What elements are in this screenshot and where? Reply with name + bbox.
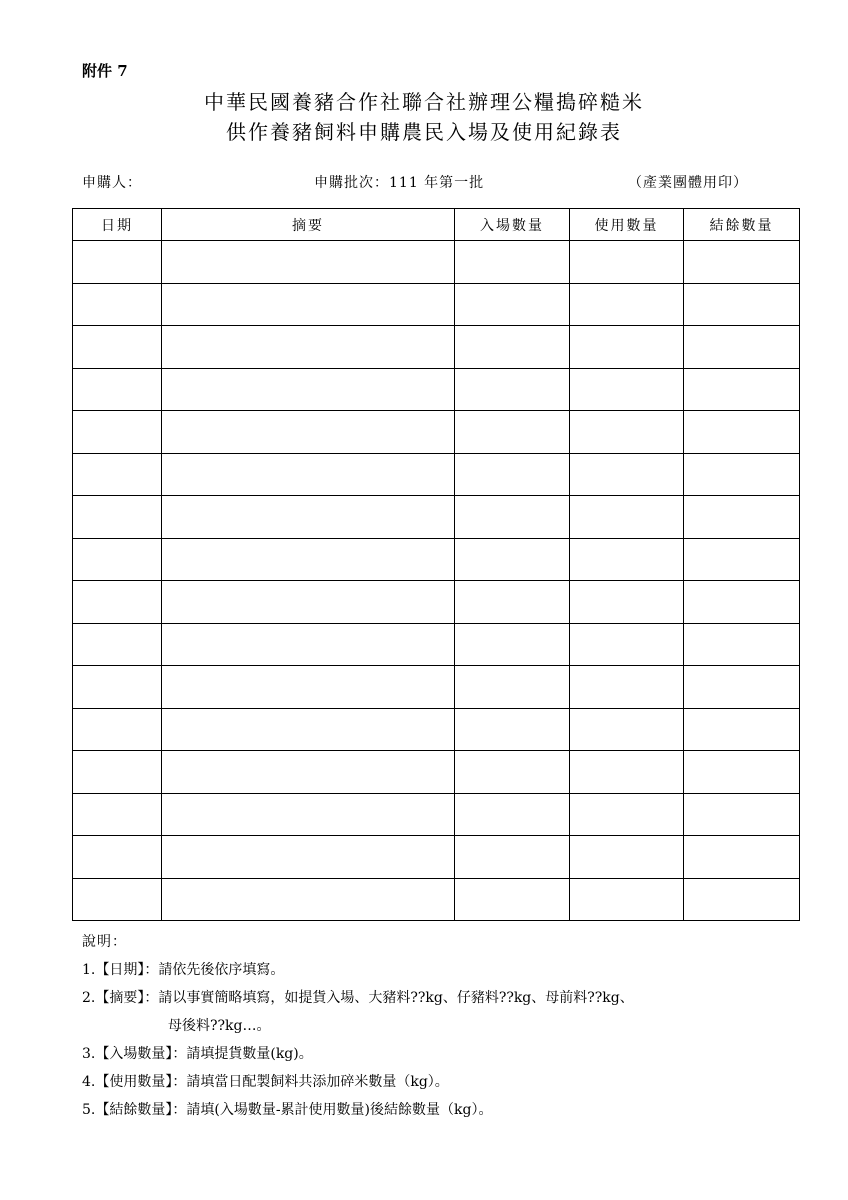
- summary-cell[interactable]: [162, 538, 455, 581]
- note-item-5: 5.【結餘數量】：請填(入場數量-累計使用數量)後結餘數量（kg）。: [82, 1102, 493, 1118]
- date-cell[interactable]: [73, 666, 162, 709]
- used-quantity-cell[interactable]: [570, 878, 684, 921]
- date-cell[interactable]: [73, 368, 162, 411]
- used-quantity-cell[interactable]: [570, 793, 684, 836]
- balance-quantity-cell[interactable]: [684, 326, 800, 369]
- in-quantity-cell[interactable]: [455, 836, 570, 879]
- table-row: [73, 581, 800, 624]
- table-row: [73, 666, 800, 709]
- date-cell[interactable]: [73, 453, 162, 496]
- in-quantity-cell[interactable]: [455, 793, 570, 836]
- notes-section: [82, 928, 634, 1124]
- note-item-2: 2.【摘要】：請以事實簡略填寫，如提貨入場、大豬料??kg、仔豬料??kg、母前料??kg、: [82, 990, 634, 1006]
- in-quantity-cell[interactable]: [455, 878, 570, 921]
- used-quantity-cell[interactable]: [570, 283, 684, 326]
- summary-cell[interactable]: [162, 283, 455, 326]
- date-cell[interactable]: [73, 581, 162, 624]
- date-cell[interactable]: [73, 538, 162, 581]
- table-row: [73, 326, 800, 369]
- summary-cell[interactable]: [162, 708, 455, 751]
- date-cell[interactable]: [73, 623, 162, 666]
- attachment-label: 附件 7: [82, 62, 128, 80]
- summary-cell[interactable]: [162, 241, 455, 284]
- used-quantity-cell[interactable]: [570, 411, 684, 454]
- batch-text: 申購批次：111 年第一批: [314, 175, 485, 191]
- table-body: [73, 241, 800, 921]
- date-cell[interactable]: [73, 326, 162, 369]
- date-cell[interactable]: [73, 751, 162, 794]
- date-cell[interactable]: [73, 241, 162, 284]
- summary-cell[interactable]: [162, 581, 455, 624]
- table-row: [73, 793, 800, 836]
- table-row: [73, 496, 800, 539]
- in-quantity-cell[interactable]: [455, 751, 570, 794]
- record-table: [72, 208, 800, 921]
- summary-cell[interactable]: [162, 496, 455, 539]
- table-row: [73, 368, 800, 411]
- table-row: [73, 878, 800, 921]
- in-quantity-cell[interactable]: [455, 241, 570, 284]
- seal-text: （產業團體用印）: [628, 175, 748, 191]
- header-used-quantity: 使用數量: [570, 209, 684, 241]
- in-quantity-cell[interactable]: [455, 368, 570, 411]
- used-quantity-cell[interactable]: [570, 241, 684, 284]
- header-date: 日期: [73, 209, 162, 241]
- balance-quantity-cell[interactable]: [684, 453, 800, 496]
- used-quantity-cell[interactable]: [570, 666, 684, 709]
- used-quantity-cell[interactable]: [570, 751, 684, 794]
- table-row: [73, 836, 800, 879]
- balance-quantity-cell[interactable]: [684, 283, 800, 326]
- summary-cell[interactable]: [162, 326, 455, 369]
- balance-quantity-cell[interactable]: [684, 241, 800, 284]
- balance-quantity-cell[interactable]: [684, 496, 800, 539]
- used-quantity-cell[interactable]: [570, 538, 684, 581]
- table-row: [73, 623, 800, 666]
- title-line-2: 供作養豬飼料申購農民入場及使用紀錄表: [226, 120, 622, 144]
- balance-quantity-cell[interactable]: [684, 708, 800, 751]
- summary-cell[interactable]: [162, 368, 455, 411]
- header-in-quantity: 入場數量: [455, 209, 570, 241]
- in-quantity-cell[interactable]: [455, 581, 570, 624]
- balance-quantity-cell[interactable]: [684, 836, 800, 879]
- table-row: [73, 241, 800, 284]
- summary-cell[interactable]: [162, 878, 455, 921]
- summary-cell[interactable]: [162, 666, 455, 709]
- used-quantity-cell[interactable]: [570, 453, 684, 496]
- table-header-row: [73, 209, 800, 241]
- header-balance-quantity: 結餘數量: [684, 209, 800, 241]
- used-quantity-cell[interactable]: [570, 496, 684, 539]
- note-item-2-continued: 母後料??kg…。: [168, 1018, 271, 1034]
- balance-quantity-cell[interactable]: [684, 411, 800, 454]
- table-row: [73, 453, 800, 496]
- balance-quantity-cell[interactable]: [684, 538, 800, 581]
- in-quantity-cell[interactable]: [455, 666, 570, 709]
- in-quantity-cell[interactable]: [455, 708, 570, 751]
- used-quantity-cell[interactable]: [570, 836, 684, 879]
- balance-quantity-cell[interactable]: [684, 623, 800, 666]
- table-row: [73, 538, 800, 581]
- used-quantity-cell[interactable]: [570, 368, 684, 411]
- date-cell[interactable]: [73, 878, 162, 921]
- date-cell[interactable]: [73, 708, 162, 751]
- balance-quantity-cell[interactable]: [684, 878, 800, 921]
- in-quantity-cell[interactable]: [455, 496, 570, 539]
- note-item-1: 1.【日期】：請依先後依序填寫。: [82, 962, 285, 978]
- summary-cell[interactable]: [162, 623, 455, 666]
- in-quantity-cell[interactable]: [455, 326, 570, 369]
- table-row: [73, 751, 800, 794]
- summary-cell[interactable]: [162, 411, 455, 454]
- in-quantity-cell[interactable]: [455, 538, 570, 581]
- date-cell[interactable]: [73, 836, 162, 879]
- applicant-label: 申購人：: [82, 175, 142, 191]
- date-cell[interactable]: [73, 411, 162, 454]
- balance-quantity-cell[interactable]: [684, 666, 800, 709]
- note-item-4: 4.【使用數量】：請填當日配製飼料共添加碎米數量（kg）。: [82, 1074, 449, 1090]
- used-quantity-cell[interactable]: [570, 326, 684, 369]
- used-quantity-cell[interactable]: [570, 623, 684, 666]
- summary-cell[interactable]: [162, 793, 455, 836]
- date-cell[interactable]: [73, 283, 162, 326]
- used-quantity-cell[interactable]: [570, 581, 684, 624]
- table-row: [73, 708, 800, 751]
- summary-cell[interactable]: [162, 453, 455, 496]
- title-line-1: 中華民國養豬合作社聯合社辦理公糧搗碎糙米: [204, 90, 644, 114]
- in-quantity-cell[interactable]: [455, 283, 570, 326]
- in-quantity-cell[interactable]: [455, 623, 570, 666]
- balance-quantity-cell[interactable]: [684, 368, 800, 411]
- table-row: [73, 411, 800, 454]
- balance-quantity-cell[interactable]: [684, 581, 800, 624]
- summary-cell[interactable]: [162, 836, 455, 879]
- summary-cell[interactable]: [162, 751, 455, 794]
- in-quantity-cell[interactable]: [455, 453, 570, 496]
- used-quantity-cell[interactable]: [570, 708, 684, 751]
- balance-quantity-cell[interactable]: [684, 751, 800, 794]
- date-cell[interactable]: [73, 496, 162, 539]
- note-item-3: 3.【入場數量】：請填提貨數量(kg)。: [82, 1046, 313, 1062]
- header-summary: 摘要: [162, 209, 455, 241]
- table-row: [73, 283, 800, 326]
- notes-heading: 說明：: [82, 934, 127, 950]
- in-quantity-cell[interactable]: [455, 411, 570, 454]
- date-cell[interactable]: [73, 793, 162, 836]
- balance-quantity-cell[interactable]: [684, 793, 800, 836]
